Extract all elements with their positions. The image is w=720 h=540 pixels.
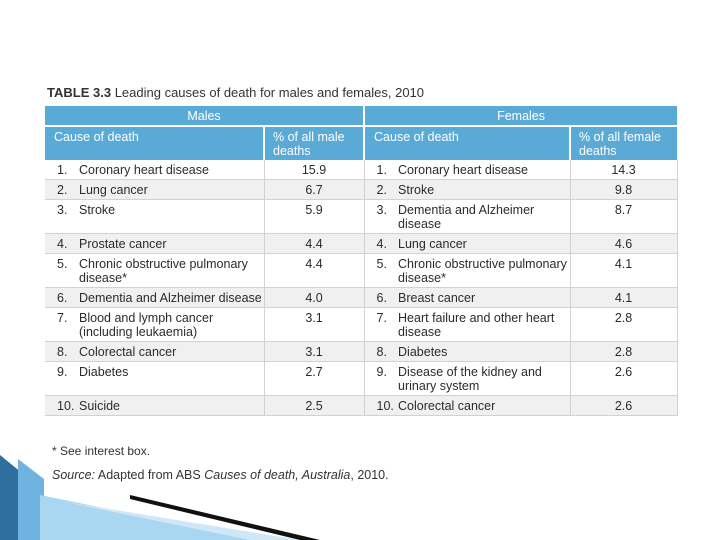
table-row <box>45 254 677 288</box>
female-pct: 8.7 <box>570 200 677 234</box>
male-cause: Colorectal cancer <box>79 342 264 362</box>
male-pct: 4.4 <box>264 234 364 254</box>
table-row <box>45 362 677 396</box>
male-pct: 6.7 <box>264 180 364 200</box>
male-cause: Dementia and Alzheimer disease <box>79 288 264 308</box>
female-pct: 2.6 <box>570 396 677 416</box>
female-pct: 4.1 <box>570 254 677 288</box>
male-cause: Blood and lymph cancer (including leukaemia) <box>79 308 264 342</box>
female-rank: 10. <box>364 396 398 416</box>
male-pct: 3.1 <box>264 308 364 342</box>
male-cause: Coronary heart disease <box>79 160 264 180</box>
male-pct: 5.9 <box>264 200 364 234</box>
male-pct: 15.9 <box>264 160 364 180</box>
female-rank: 3. <box>364 200 398 234</box>
female-cause-header: Cause of death <box>364 126 570 160</box>
male-pct: 2.5 <box>264 396 364 416</box>
table-row <box>45 396 677 416</box>
female-cause: Heart failure and other heart disease <box>398 308 570 342</box>
female-cause: Dementia and Alzheimer disease <box>398 200 570 234</box>
female-pct: 2.8 <box>570 342 677 362</box>
female-pct: 4.1 <box>570 288 677 308</box>
female-pct: 9.8 <box>570 180 677 200</box>
male-rank: 10. <box>45 396 79 416</box>
male-cause: Stroke <box>79 200 264 234</box>
female-cause: Lung cancer <box>398 234 570 254</box>
table-row <box>45 200 677 234</box>
female-cause: Disease of the kidney and urinary system <box>398 362 570 396</box>
causes-of-death-table <box>45 106 678 416</box>
male-rank: 9. <box>45 362 79 396</box>
slide-decoration <box>0 455 720 540</box>
male-rank: 4. <box>45 234 79 254</box>
table-row <box>45 288 677 308</box>
table-row <box>45 160 677 180</box>
female-rank: 7. <box>364 308 398 342</box>
female-cause: Breast cancer <box>398 288 570 308</box>
male-cause: Chronic obstructive pulmonary disease* <box>79 254 264 288</box>
footnote: * See interest box. <box>52 444 151 458</box>
female-cause: Coronary heart disease <box>398 160 570 180</box>
source-title: Causes of death, Australia <box>204 468 351 482</box>
female-rank: 4. <box>364 234 398 254</box>
male-rank: 3. <box>45 200 79 234</box>
female-pct: 4.6 <box>570 234 677 254</box>
males-group-header: Males <box>45 106 364 126</box>
male-rank: 7. <box>45 308 79 342</box>
table-title: Leading causes of death for males and females, 2010 <box>114 85 425 100</box>
male-pct: 2.7 <box>264 362 364 396</box>
female-cause: Chronic obstructive pulmonary disease* <box>398 254 570 288</box>
male-pct: 3.1 <box>264 342 364 362</box>
female-rank: 1. <box>364 160 398 180</box>
male-rank: 8. <box>45 342 79 362</box>
female-rank: 9. <box>364 362 398 396</box>
females-group-header: Females <box>364 106 677 126</box>
male-cause: Prostate cancer <box>79 234 264 254</box>
female-cause: Stroke <box>398 180 570 200</box>
table-row <box>45 342 677 362</box>
female-rank: 2. <box>364 180 398 200</box>
male-rank: 1. <box>45 160 79 180</box>
male-cause: Diabetes <box>79 362 264 396</box>
table-row <box>45 308 677 342</box>
table-row <box>45 180 677 200</box>
table-label: TABLE 3.3 <box>47 85 112 100</box>
table-row <box>45 234 677 254</box>
female-rank: 6. <box>364 288 398 308</box>
male-rank: 5. <box>45 254 79 288</box>
male-cause-header: Cause of death <box>45 126 264 160</box>
male-pct: 4.4 <box>264 254 364 288</box>
female-pct: 14.3 <box>570 160 677 180</box>
female-cause: Diabetes <box>398 342 570 362</box>
source-prefix: Source: <box>52 468 96 482</box>
source-text: Adapted from ABS <box>97 468 201 482</box>
female-rank: 8. <box>364 342 398 362</box>
male-pct-header: % of all male deaths <box>264 126 364 160</box>
male-rank: 6. <box>45 288 79 308</box>
female-pct: 2.8 <box>570 308 677 342</box>
female-cause: Colorectal cancer <box>398 396 570 416</box>
male-pct: 4.0 <box>264 288 364 308</box>
source-suffix: , 2010. <box>350 468 389 482</box>
male-rank: 2. <box>45 180 79 200</box>
female-pct: 2.6 <box>570 362 677 396</box>
male-cause: Suicide <box>79 396 264 416</box>
female-pct-header: % of all female deaths <box>570 126 677 160</box>
male-cause: Lung cancer <box>79 180 264 200</box>
female-rank: 5. <box>364 254 398 288</box>
table-caption <box>47 85 424 100</box>
